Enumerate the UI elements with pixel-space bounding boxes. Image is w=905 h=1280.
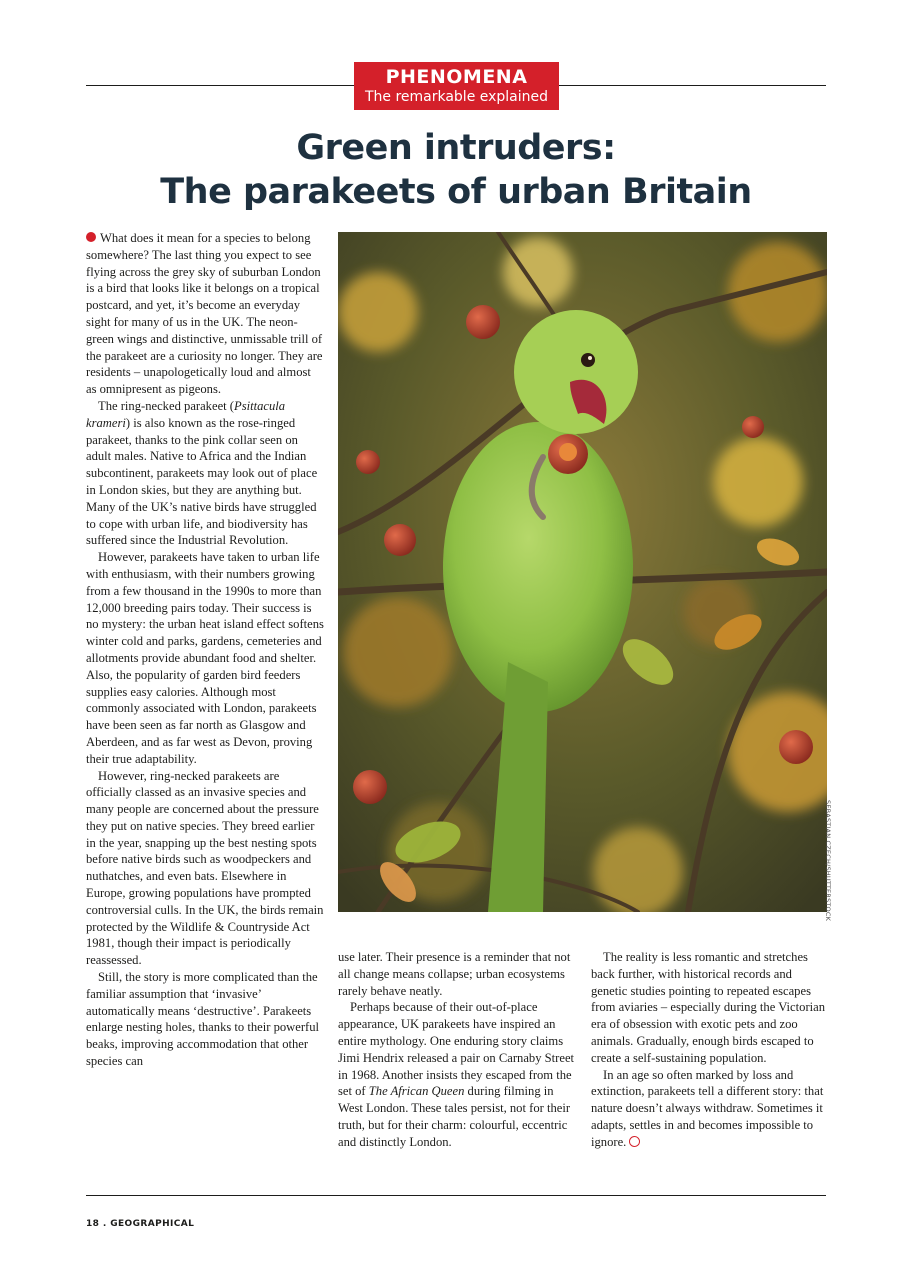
- paragraph-text: What does it mean for a species to belong somewhere? The last thing you expect to see flying across the grey sky of suburban London is a bird that looks like it belongs on a tropical postcard, and yet, it’s become an everyday sight for many of us in the UK. The neon-green wings and distinctive, unmissable trill of the parakeet are a curiosity no longer. They are residents – unapologetically loud and almost as omnipresent as pigeons.: [86, 231, 323, 397]
- section-name: PHENOMENA: [385, 66, 528, 88]
- paragraph: The reality is less romantic and stretches back further, with historical records and genetic studies pointing to repeated escapes from aviaries – especially during the Victorian era of obsession with exotic pets and zoo animals. Gradually, enough birds escaped to create a self-sustaining population.: [591, 950, 826, 1065]
- paragraph-text: In an age so often marked by loss and extinction, parakeets tell a different story: that nature doesn’t always withdraw. Sometimes it adapts, settles in and becomes impossible to ignore.: [591, 1067, 824, 1149]
- article-column-2: [338, 949, 576, 1151]
- paragraph: [86, 230, 324, 398]
- paragraph: use later. Their presence is a reminder that not all change means collapse; urban ecosystems rarely behave neatly.: [338, 950, 571, 998]
- paragraph: However, ring-necked parakeets are officially classed as an invasive species and many people are concerned about the pressure they put on native species. They breed earlier in the year, snapping up the best nesting spots before native birds such as woodpeckers and nuthatches, and even bats. Elsewhere in Europe, growing populations have prompted controversial culls. In the UK, the birds remain protected by the Wildlife & Countryside Act 1981, though their impact is periodically reassessed.: [86, 768, 324, 968]
- paragraph: However, parakeets have taken to urban life with enthusiasm, with their numbers growing from a few thousand in the 1990s to more than 12,000 breeding pairs today. Their success is no mystery: the urban heat island effect softens winter cold and parks, gardens, cemeteries and allotments provide abundant food and shelter. Also, the popularity of garden bird feeders supplies easy calories. Although most commonly associated with London, parakeets have been seen as far north as Glasgow and Aberdeen, and as far west as Devon, proving their true adaptability.: [86, 550, 324, 766]
- photo-credit: [822, 800, 836, 922]
- header-rule-left: [86, 85, 354, 86]
- paragraph-text: The ring-necked parakeet (: [98, 398, 235, 413]
- paragraph-text: ) is also known as the rose-ringed parakeet, thanks to the pink collar seen on adult males. Native to Africa and the Indian subcontinent, parakeets may look out of place in London skies, but they are anything but. Many of the UK’s native birds have struggled to cope with urban life, and biodiversity has suffered since the Industrial Revolution.: [86, 415, 318, 548]
- film-title: The African Queen: [368, 1084, 465, 1099]
- header-rule-right: [559, 85, 826, 86]
- end-mark-icon: [629, 1136, 640, 1147]
- section-banner: [354, 62, 559, 110]
- headline-line-2: The parakeets of urban Britain: [160, 172, 752, 212]
- paragraph: [591, 1067, 829, 1151]
- article-headline: [86, 126, 826, 214]
- article-column-1: [86, 230, 324, 1070]
- paragraph: Still, the story is more complicated than the familiar assumption that ‘invasive’ automatically means ‘destructive’. Parakeets enlarge nesting holes, thanks to their powerful beaks, improving accommodation that other species can: [86, 970, 320, 1069]
- bullet-icon: [86, 232, 96, 242]
- page-folio: 18 . GEOGRAPHICAL: [86, 1219, 195, 1229]
- footer-rule: [86, 1195, 826, 1196]
- species-name: Psittacula krameri: [86, 398, 286, 430]
- headline-line-1: Green intruders:: [296, 128, 616, 168]
- section-subtitle: The remarkable explained: [364, 89, 549, 105]
- photo-credit-text: SEBASTIAN CZECH/SHUTTERSTOCK: [824, 800, 832, 922]
- paragraph: [338, 999, 576, 1150]
- paragraph-text: during filming in West London. These tales persist, not for their truth, but for their charm: colourful, eccentric and distinctly London.: [338, 1084, 571, 1149]
- parakeet-photo: [338, 232, 827, 912]
- paragraph-text: Perhaps because of their out-of-place appearance, UK parakeets have inspired an entire mythology. One enduring story claims Jimi Hendrix released a pair on Carnaby Street in 1968. Another insists they escaped from the set of: [338, 1000, 575, 1099]
- article-column-3: [591, 949, 829, 1151]
- paragraph: [86, 398, 324, 549]
